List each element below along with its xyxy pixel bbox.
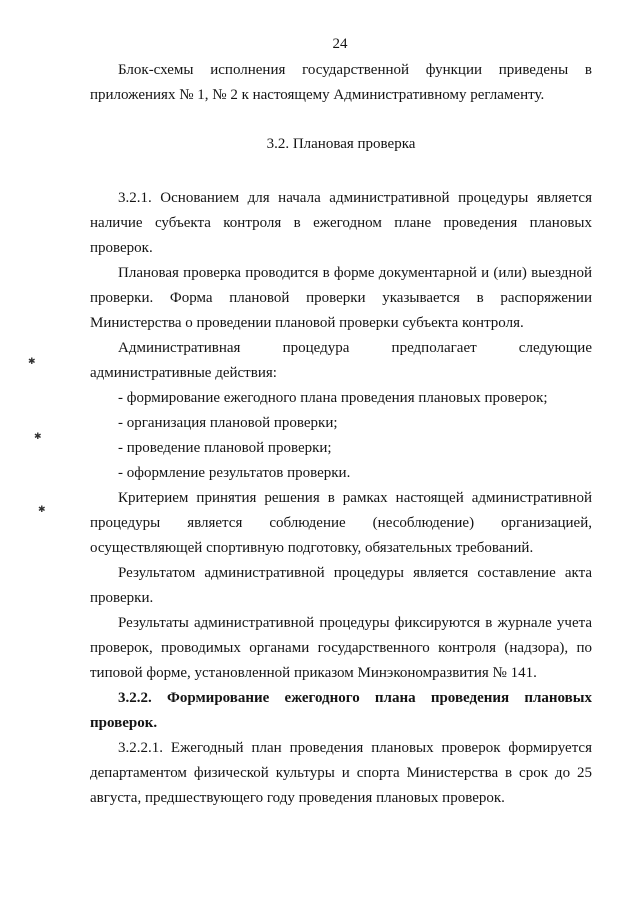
intro-block [90,58,592,108]
margin-mark: ✱ [34,432,42,442]
paragraph-result: Результатом административной процедуры является составление акта проверки. [90,565,592,606]
paragraph-journal: Результаты административной процедуры фиксируются в журнале учета проверок, проводимых органами государственного контроля (надзора), по типовой форме, установленной приказом Минэкономразвития № 141. [90,615,592,681]
margin-mark: ✱ [28,357,36,367]
page-number: 24 [332,36,348,52]
paragraph-criterion: Критерием принятия решения в рамках настоящей административной процедуры является соблюдение (несоблюдение) организацией, осуществляющей спортивную подготовку, обязательных требований. [90,490,592,556]
bullet-item: - формирование ежегодного плана проведения плановых проверок; [118,390,548,406]
paragraph-form: Плановая проверка проводится в форме документарной и (или) выездной проверки. Форма плановой проверки указывается в распоряжении Министерства о проведении плановой проверки субъекта контроля. [90,265,592,331]
paragraph-basis: 3.2.1. Основанием для начала административной процедуры является наличие субъекта контроля в ежегодном плане проведения плановых проверок. [90,190,592,256]
intro-paragraph: Блок-схемы исполнения государственной функции приведены в приложениях № 1, № 2 к настоящему Административному регламенту. [90,62,592,103]
bullet-item: - оформление результатов проверки. [118,465,351,481]
paragraph-annual-plan: 3.2.2.1. Ежегодный план проведения плановых проверок формируется департаментом физической культуры и спорта Министерства в срок до 25 августа, предшествующего году проведения плановых проверок. [90,740,592,806]
bullet-item: - организация плановой проверки; [118,415,338,431]
margin-mark: ✱ [38,505,46,515]
paragraph-actions: Административная процедура предполагает следующие административные действия: [90,340,592,381]
subsection-heading: 3.2.2. Формирование ежегодного плана проведения плановых проверок. [90,690,592,731]
body-block [90,186,592,811]
section-heading-block [90,132,592,157]
bullet-item: - проведение плановой проверки; [118,440,332,456]
section-heading: 3.2. Плановая проверка [266,136,416,152]
